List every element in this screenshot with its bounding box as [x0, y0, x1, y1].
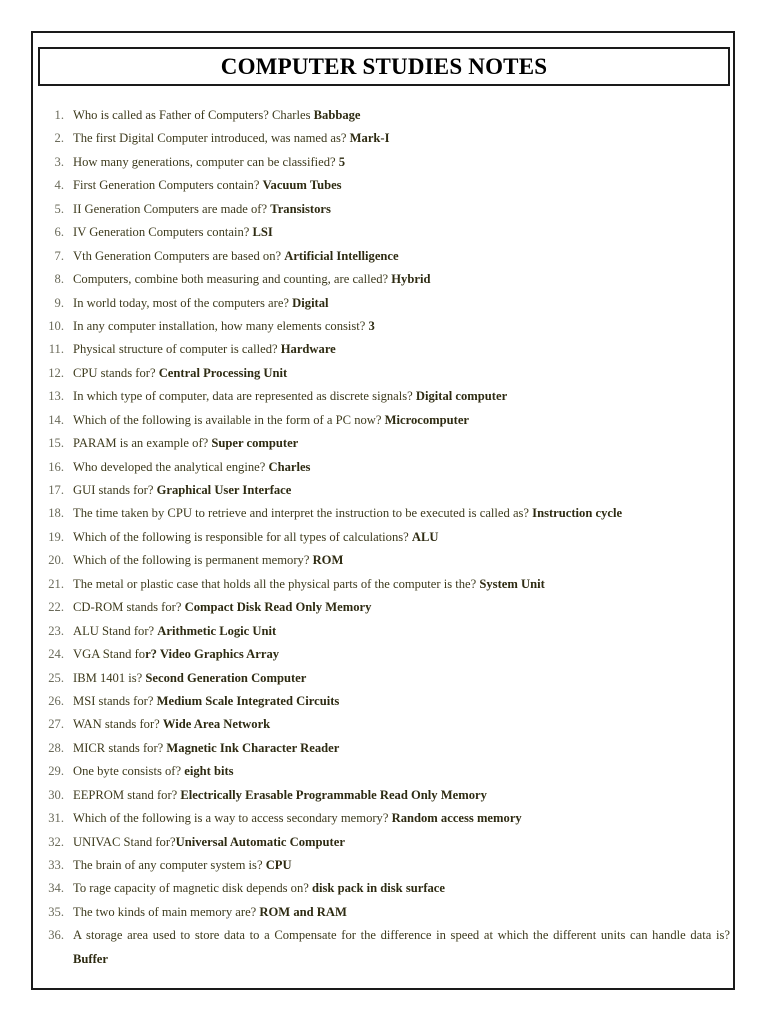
note-answer: Random access memory — [391, 811, 522, 826]
note-text — [73, 690, 730, 713]
note-answer: CPU — [265, 858, 292, 872]
note-item — [40, 221, 730, 244]
note-text — [73, 760, 730, 783]
note-number: 21. — [48, 576, 64, 591]
note-text — [73, 854, 730, 877]
note-item — [40, 573, 730, 596]
note-answer: LSI — [252, 225, 273, 240]
note-question: UNIVAC Stand for? — [73, 834, 176, 849]
note-question: MICR stands for? — [73, 740, 167, 755]
note-text — [73, 315, 730, 338]
note-answer: Digital — [292, 295, 329, 310]
note-answer: Charles — [268, 459, 311, 474]
note-text — [73, 385, 730, 408]
note-number: 13. — [48, 389, 64, 404]
note-number: 2. — [54, 131, 64, 146]
note-number: 29. — [48, 764, 64, 779]
note-number: 33. — [48, 858, 64, 872]
note-answer: ROM and RAM — [259, 904, 347, 919]
note-text — [73, 573, 730, 596]
note-text — [73, 737, 730, 760]
note-answer: eight bits — [184, 764, 234, 779]
note-number: 17. — [48, 483, 64, 497]
note-text — [73, 432, 730, 455]
note-answer: Hybrid — [391, 272, 431, 287]
note-text — [73, 877, 730, 900]
note-question: MSI stands for? — [73, 693, 157, 708]
note-text — [73, 127, 730, 150]
note-item — [40, 643, 730, 666]
note-item — [40, 690, 730, 713]
note-question: WAN stands for? — [73, 717, 163, 732]
note-item — [40, 385, 730, 408]
note-question: Who is called as Father of Computers? Charles — [73, 108, 314, 122]
note-question: Who developed the analytical engine? — [73, 459, 269, 474]
note-item — [40, 737, 730, 760]
note-number: 31. — [48, 811, 64, 826]
note-text — [73, 713, 730, 736]
note-item — [40, 502, 730, 525]
note-answer: Graphical User Interface — [156, 483, 292, 497]
note-answer: Microcomputer — [384, 412, 470, 427]
note-question: Computers, combine both measuring and counting, are called? — [73, 272, 392, 287]
notes-list — [40, 104, 730, 971]
note-text — [73, 268, 730, 291]
note-item — [40, 784, 730, 807]
note-text — [73, 456, 730, 479]
note-item — [40, 667, 730, 690]
note-text — [73, 409, 730, 432]
note-item — [40, 456, 730, 479]
note-number: 7. — [54, 248, 64, 263]
note-question: Physical structure of computer is called? — [73, 342, 281, 357]
note-item — [40, 713, 730, 736]
note-number: 23. — [48, 623, 64, 638]
note-answer: ROM — [312, 553, 344, 568]
note-number: 9. — [54, 295, 64, 310]
note-text — [73, 104, 730, 127]
note-answer: Magnetic Ink Character Reader — [166, 740, 340, 755]
note-answer: disk pack in disk surface — [312, 881, 445, 896]
note-number: 16. — [48, 459, 64, 474]
note-question: In which type of computer, data are represented as discrete signals? — [73, 389, 416, 404]
note-question: In any computer installation, how many elements consist? — [73, 318, 369, 333]
note-question: The time taken by CPU to retrieve and interpret the instruction to be executed is called as? — [73, 506, 533, 521]
note-answer: 5 — [338, 154, 346, 169]
note-number: 25. — [48, 670, 64, 685]
note-question: To rage capacity of magnetic disk depends on? — [73, 881, 313, 896]
note-number: 10. — [48, 318, 64, 333]
note-item — [40, 479, 730, 502]
note-item — [40, 877, 730, 900]
note-question: IBM 1401 is? — [73, 670, 146, 685]
note-text — [73, 784, 730, 807]
note-text — [73, 151, 730, 174]
note-answer: Universal Automatic Computer — [175, 834, 345, 849]
note-question: The brain of any computer system is? — [73, 858, 266, 872]
note-answer: Artificial Intelligence — [284, 248, 399, 263]
note-answer: Mark-I — [349, 131, 390, 146]
note-number: 14. — [48, 412, 64, 427]
note-question: PARAM is an example of? — [73, 436, 212, 451]
note-text — [73, 245, 730, 268]
note-question: Which of the following is available in the form of a PC now? — [73, 412, 385, 427]
note-number: 26. — [48, 693, 64, 708]
note-answer: Digital computer — [415, 389, 508, 404]
note-answer: Vacuum Tubes — [262, 178, 342, 193]
note-item — [40, 901, 730, 924]
note-question: The two kinds of main memory are? — [73, 904, 260, 919]
note-item — [40, 620, 730, 643]
note-question: CD-ROM stands for? — [73, 600, 185, 615]
note-question: EEPROM stand for? — [73, 787, 181, 802]
note-number: 11. — [48, 342, 64, 357]
note-text — [73, 620, 730, 643]
note-answer: System Unit — [479, 576, 545, 591]
note-number: 34. — [48, 881, 64, 896]
note-text — [73, 526, 730, 549]
note-answer: Medium Scale Integrated Circuits — [156, 693, 340, 708]
note-text — [73, 596, 730, 619]
note-number: 19. — [48, 529, 64, 544]
note-number: 35. — [48, 904, 64, 919]
note-item — [40, 924, 730, 971]
note-text — [73, 924, 730, 971]
note-question: A storage area used to store data to a Compensate for the difference in speed at which the different units can handle data is? — [73, 928, 730, 943]
note-answer: Transistors — [270, 201, 331, 216]
note-answer: Compact Disk Read Only Memory — [184, 600, 372, 615]
note-item — [40, 104, 730, 127]
note-question: Which of the following is a way to access secondary memory? — [73, 811, 392, 826]
note-item — [40, 596, 730, 619]
title-box — [38, 47, 730, 86]
note-number: 12. — [48, 365, 64, 380]
note-answer: Central Processing Unit — [158, 365, 288, 380]
note-number: 30. — [48, 787, 64, 802]
note-number: 15. — [48, 436, 64, 451]
note-item — [40, 409, 730, 432]
note-item — [40, 174, 730, 197]
note-item — [40, 292, 730, 315]
note-number: 36. — [48, 928, 64, 943]
note-answer: Hardware — [280, 342, 336, 357]
note-item — [40, 760, 730, 783]
note-number: 32. — [48, 834, 64, 849]
note-number: 3. — [54, 154, 64, 169]
note-item — [40, 127, 730, 150]
note-answer: Super computer — [211, 436, 299, 451]
note-item — [40, 526, 730, 549]
note-text — [73, 198, 730, 221]
note-answer: Instruction cycle — [532, 506, 623, 521]
note-item — [40, 549, 730, 572]
note-number: 27. — [48, 717, 64, 732]
note-text — [73, 362, 730, 385]
note-answer: Arithmetic Logic Unit — [157, 623, 277, 638]
note-text — [73, 174, 730, 197]
note-question: How many generations, computer can be classified? — [73, 154, 339, 169]
note-number: 6. — [54, 225, 64, 240]
note-question: GUI stands for? — [73, 483, 157, 497]
note-text — [73, 831, 730, 854]
note-text — [73, 221, 730, 244]
note-text — [73, 667, 730, 690]
note-question: ALU Stand for? — [73, 623, 158, 638]
note-question: II Generation Computers are made of? — [73, 201, 271, 216]
note-answer: Buffer — [73, 951, 108, 966]
note-question: One byte consists of? — [73, 764, 185, 779]
note-item — [40, 831, 730, 854]
note-answer: Second Generation Computer — [145, 670, 307, 685]
note-question: Vth Generation Computers are based on? — [73, 248, 285, 263]
note-answer: r? Video Graphics Array — [145, 647, 280, 662]
note-text — [73, 479, 730, 502]
note-text — [73, 502, 730, 525]
note-item — [40, 807, 730, 830]
note-number: 5. — [54, 201, 64, 216]
note-item — [40, 245, 730, 268]
note-answer: Electrically Erasable Programmable Read Only Memory — [180, 787, 487, 802]
note-question: The metal or plastic case that holds all the physical parts of the computer is the? — [73, 576, 480, 591]
note-question: Which of the following is permanent memory? — [73, 553, 313, 568]
note-text — [73, 901, 730, 924]
note-question: VGA Stand fo — [73, 647, 146, 662]
note-number: 28. — [48, 740, 64, 755]
note-item — [40, 198, 730, 221]
note-number: 4. — [54, 178, 64, 193]
note-question: CPU stands for? — [73, 365, 159, 380]
note-number: 8. — [54, 272, 64, 287]
note-number: 1. — [54, 108, 64, 122]
note-text — [73, 643, 730, 666]
note-question: In world today, most of the computers are? — [73, 295, 293, 310]
page-title: COMPUTER STUDIES NOTES — [220, 53, 548, 79]
note-question: First Generation Computers contain? — [73, 178, 263, 193]
note-text — [73, 807, 730, 830]
note-item — [40, 338, 730, 361]
note-item — [40, 151, 730, 174]
note-answer: Wide Area Network — [162, 717, 271, 732]
note-text — [73, 549, 730, 572]
note-number: 22. — [48, 600, 64, 615]
note-question: Which of the following is responsible for all types of calculations? — [73, 529, 412, 544]
note-item — [40, 854, 730, 877]
note-question: The first Digital Computer introduced, was named as? — [73, 131, 350, 146]
note-answer: 3 — [368, 318, 375, 333]
note-number: 24. — [48, 647, 64, 662]
note-item — [40, 268, 730, 291]
note-item — [40, 432, 730, 455]
note-item — [40, 362, 730, 385]
note-answer: Babbage — [313, 108, 361, 122]
note-item — [40, 315, 730, 338]
note-number: 18. — [48, 506, 64, 521]
note-text — [73, 292, 730, 315]
note-question: IV Generation Computers contain? — [73, 225, 253, 240]
note-number: 20. — [48, 553, 64, 568]
note-text — [73, 338, 730, 361]
note-answer: ALU — [411, 529, 439, 544]
